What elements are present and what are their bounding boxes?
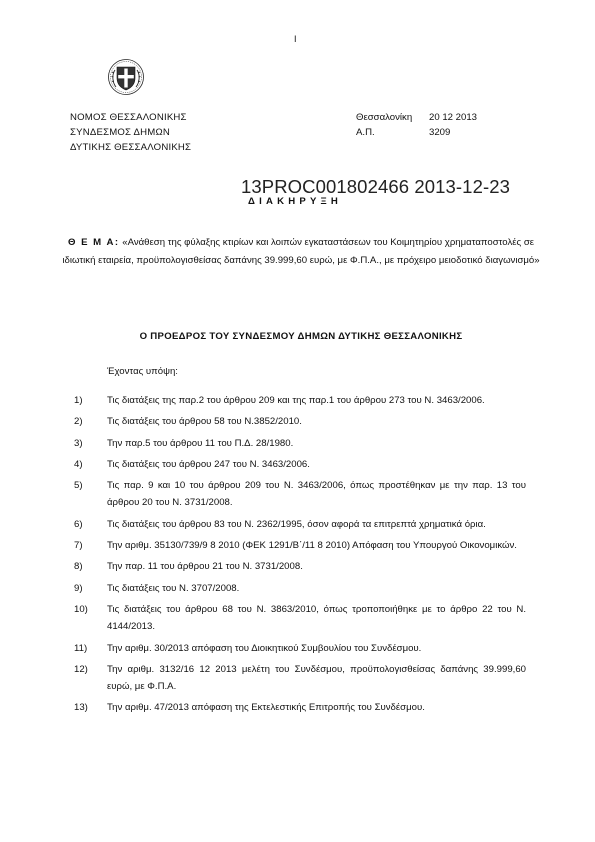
- page-marker: I: [294, 34, 297, 44]
- list-item: [74, 661, 526, 696]
- protocol-number: 3209: [429, 127, 451, 138]
- list-item: [74, 392, 526, 409]
- list-item-number: 5): [74, 480, 83, 492]
- list-item-text: Την αριθμ. 35130/739/9 8 2010 (ΦΕΚ 1291/Β΄/11 8 2010) Απόφαση του Υπουργού Οικονομικών.: [107, 540, 517, 552]
- list-item: [74, 558, 526, 575]
- list-item-number: 4): [74, 458, 83, 470]
- list-item-text: Τις διατάξεις του άρθρου 247 του Ν. 3463/2006.: [107, 458, 310, 470]
- list-item-text: Τις διατάξεις της παρ.2 του άρθρου 209 και της παρ.1 του άρθρου 273 του Ν. 3463/2006.: [107, 395, 485, 406]
- subject-label: Θ Ε Μ Α:: [67, 237, 120, 248]
- list-item-text: Τις διατάξεις του Ν. 3707/2008.: [107, 582, 240, 594]
- place-label: Θεσσαλονίκη: [356, 112, 413, 123]
- list-item-text: Τις διατάξεις του άρθρου 58 του Ν.3852/2010.: [107, 416, 302, 428]
- list-item-number: 8): [74, 561, 83, 573]
- list-item-number: 2): [74, 416, 83, 428]
- date-protocol-block: [356, 110, 477, 140]
- list-item-number: 3): [74, 437, 83, 449]
- list-item-text: Την αριθμ. 30/2013 απόφαση του Διοικητικού Συμβουλίου του Συνδέσμου.: [107, 642, 422, 654]
- list-item-text: Την αριθμ. 47/2013 απόφαση της Εκτελεστικής Επιτροπής του Συνδέσμου.: [107, 702, 425, 714]
- list-item-text: Τις διατάξεις του άρθρου 68 του Ν. 3863/2010, όπως τροποποιήθηκε με το άρθρο 22 του Ν. 4144/2013.: [107, 603, 526, 633]
- list-item: [74, 516, 526, 533]
- list-item: [74, 580, 526, 597]
- document-id-stamp: 13PROC001802466 2013-12-23: [241, 176, 510, 197]
- list-item-number: 10): [74, 603, 88, 615]
- protocol-row: [356, 125, 477, 140]
- greek-coat-of-arms-emblem: [107, 58, 145, 96]
- list-item-number: 1): [74, 395, 83, 406]
- list-item-number: 11): [74, 642, 88, 654]
- list-item-text: Την παρ.5 του άρθρου 11 του Π.Δ. 28/1980.: [107, 437, 294, 449]
- list-item-number: 12): [74, 663, 88, 675]
- president-heading: Ο ΠΡΟΕΔΡΟΣ ΤΟΥ ΣΥΝΔΕΣΜΟΥ ΔΗΜΩΝ ΔΥΤΙΚΗΣ ΘΕΣΣΑΛΟΝΙΚΗΣ: [139, 331, 463, 342]
- list-item: [74, 601, 526, 636]
- list-item: [74, 456, 526, 473]
- list-item: [74, 699, 526, 716]
- list-item-number: 9): [74, 582, 83, 594]
- sender-prefecture: ΝΟΜΟΣ ΘΕΣΣΑΛΟΝΙΚΗΣ: [70, 112, 187, 123]
- protocol-label: Α.Π.: [356, 127, 375, 138]
- list-item: [74, 537, 526, 554]
- subject-paragraph: [62, 234, 540, 270]
- list-item: [74, 435, 526, 452]
- sender-region: ΔΥΤΙΚΗΣ ΘΕΣΣΑΛΟΝΙΚΗΣ: [70, 142, 192, 153]
- list-item: [74, 477, 526, 512]
- date-value: 20 12 2013: [429, 112, 478, 123]
- list-item-text: Την παρ. 11 του άρθρου 21 του Ν. 3731/2008.: [107, 561, 303, 573]
- sender-block: [70, 110, 191, 155]
- list-item-text: Την αριθμ. 3132/16 12 2013 μελέτη του Συνδέσμου, προϋπολογισθείσας δαπάνης 39.999,60 ευρώ, με Φ.Π.Α.: [107, 663, 526, 693]
- list-item-text: Τις παρ. 9 και 10 του άρθρου 209 του Ν. 3463/2006, όπως προστέθηκαν με την παρ. 13 του άρθρου 20 του Ν. 3731/2008.: [107, 480, 526, 509]
- document-type-heading: ΔΙΑΚΗΡΥΞΗ: [248, 196, 343, 207]
- list-item-number: 6): [74, 518, 83, 530]
- date-row: [356, 110, 477, 125]
- list-item-number: 7): [74, 540, 83, 552]
- list-item: [74, 413, 526, 430]
- list-item-number: 13): [74, 702, 88, 714]
- list-item: [74, 640, 526, 657]
- list-item-text: Τις διατάξεις του άρθρου 83 του Ν. 2362/1995, όσον αφορά τα επιτρεπτά χρηματικά όρια.: [107, 518, 486, 530]
- subject-text: «Ανάθεση της φύλαξης κτιρίων και λοιπών εγκαταστάσεων του Κοιμητηρίου χρηματαποστολές σε ιδιωτική εταιρεία, προϋπολογισθείσας δαπάνης 39.999,60 ευρώ, με Φ.Π.Α., με πρόχειρο μειοδοτικό διαγωνισμό»: [62, 237, 540, 266]
- sender-association: ΣΥΝΔΕΣΜΟΣ ΔΗΜΩΝ: [70, 127, 170, 138]
- considering-line: Έχοντας υπόψη:: [107, 366, 178, 377]
- legal-basis-list: [74, 392, 526, 721]
